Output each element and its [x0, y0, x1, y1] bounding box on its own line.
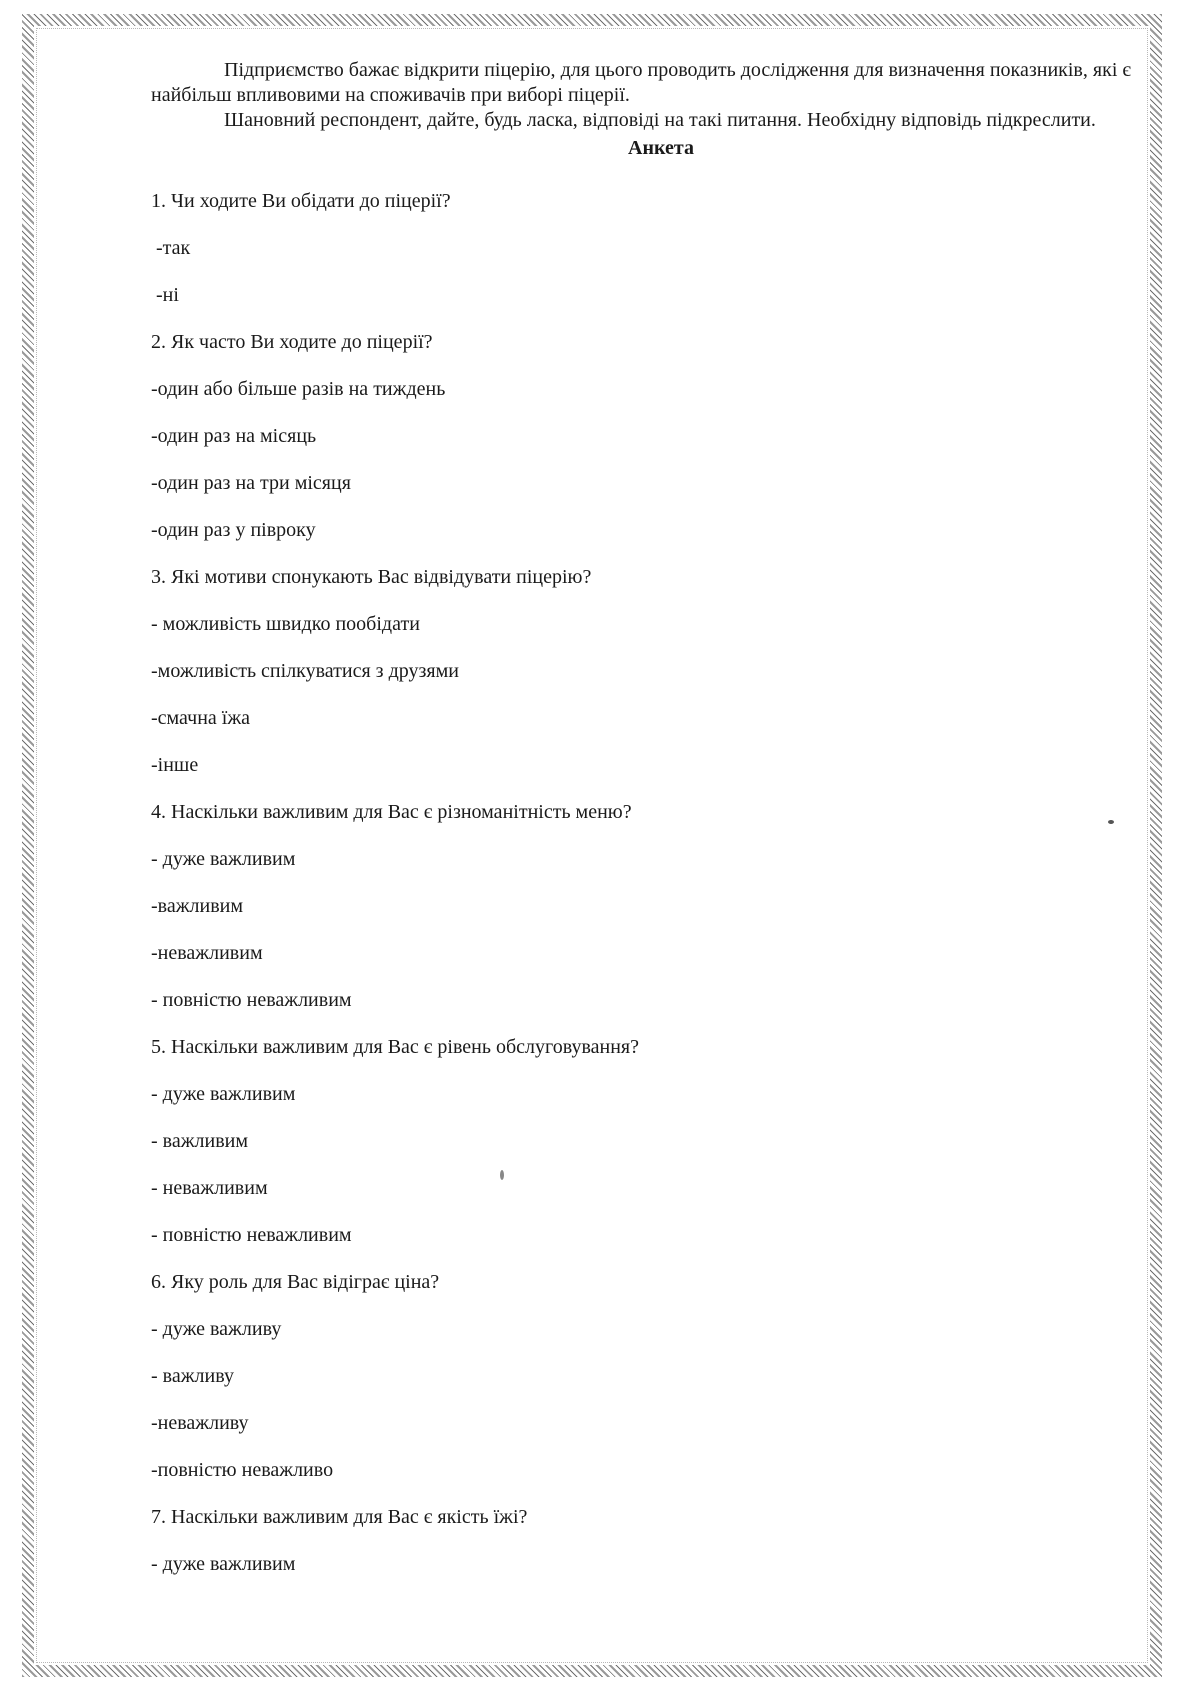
- question: 2. Як часто Ви ходите до піцерії?: [151, 331, 433, 353]
- question: 4. Наскільки важливим для Вас є різноманітність меню?: [151, 801, 632, 823]
- intro-paragraph-2: Шановний респондент, дайте, будь ласка, відповіді на такі питання. Необхідну відповідь підкреслити.: [224, 109, 1096, 131]
- answer-option: - дуже важливим: [151, 1083, 296, 1105]
- answer-option: -важливим: [151, 895, 244, 917]
- answer-option: -один раз у півроку: [151, 519, 316, 541]
- answer-option: -інше: [151, 754, 199, 776]
- question: 7. Наскільки важливим для Вас є якість їжі?: [151, 1506, 528, 1528]
- answer-option: -можливість спілкуватися з друзями: [151, 660, 459, 682]
- answer-option: - можливість швидко пообідати: [151, 613, 420, 635]
- answer-option: -повністю неважливо: [151, 1459, 334, 1481]
- question: 1. Чи ходите Ви обідати до піцерії?: [151, 190, 451, 212]
- questionnaire-page: [151, 58, 1131, 1588]
- answer-option: -один раз на три місяця: [151, 472, 351, 494]
- answer-option: -неважливим: [151, 942, 263, 964]
- answer-option: -неважливу: [151, 1412, 249, 1434]
- question: 3. Які мотиви спонукають Вас відвідувати піцерію?: [151, 566, 592, 588]
- answer-option: -так: [156, 237, 191, 259]
- answer-option: - важливим: [151, 1130, 249, 1152]
- answer-option: - повністю неважливим: [151, 1224, 352, 1246]
- intro-paragraph-1: Підприємство бажає відкрити піцерію, для цього проводить дослідження для визначення показників, які є найбільш впливовими на споживачів при виборі піцерії.: [151, 59, 1131, 106]
- questionnaire-title: Анкета: [628, 137, 694, 159]
- answer-option: - неважливим: [151, 1177, 268, 1199]
- answer-option: - дуже важливим: [151, 1553, 296, 1575]
- question: 5. Наскільки важливим для Вас є рівень обслуговування?: [151, 1036, 640, 1058]
- answer-option: -один раз на місяць: [151, 425, 317, 447]
- answer-option: -один або більше разів на тиждень: [151, 378, 446, 400]
- answer-option: - повністю неважливим: [151, 989, 352, 1011]
- answer-option: -ні: [156, 284, 179, 306]
- answer-option: - дуже важливим: [151, 848, 296, 870]
- answer-option: - дуже важливу: [151, 1318, 282, 1340]
- question: 6. Яку роль для Вас відіграє ціна?: [151, 1271, 440, 1293]
- answer-option: - важливу: [151, 1365, 234, 1387]
- answer-option: -смачна їжа: [151, 707, 251, 729]
